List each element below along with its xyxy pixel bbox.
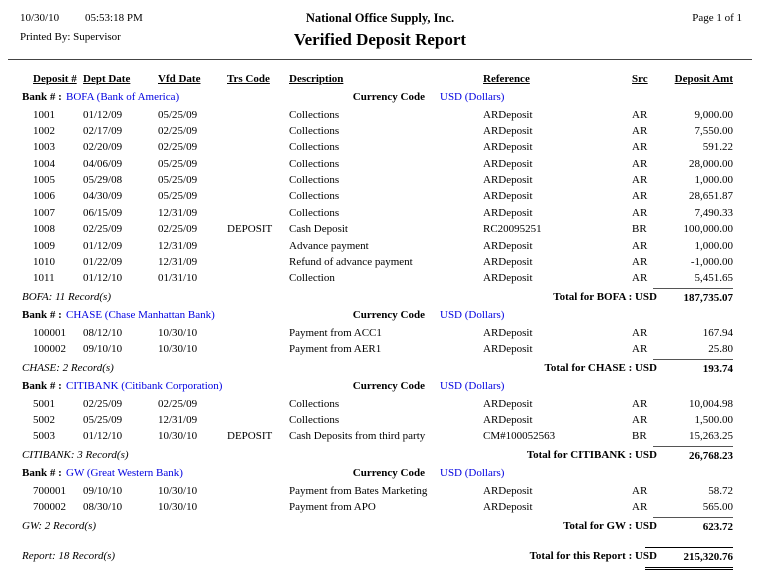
bank-total-label: Total for CHASE : USD <box>544 361 657 374</box>
cell-reference: ARDeposit <box>483 190 533 203</box>
currency-code-value: USD (Dollars) <box>440 309 505 322</box>
cell-vfd-date: 02/25/09 <box>158 223 198 236</box>
header-divider <box>8 59 752 60</box>
cell-deposit-no: 5003 <box>33 430 55 443</box>
cell-deposit-amt: 28,000.00 <box>689 157 733 170</box>
cell-deposit-no: 1009 <box>33 239 55 252</box>
cell-description: Advance payment <box>289 239 369 252</box>
cell-vfd-date: 12/31/09 <box>158 206 198 219</box>
cell-deposit-no: 1004 <box>33 157 55 170</box>
cell-deposit-amt: 9,000.00 <box>694 108 733 121</box>
report-table <box>0 71 760 569</box>
cell-reference: ARDeposit <box>483 343 533 356</box>
cell-reference: ARDeposit <box>483 484 533 497</box>
deposit-row <box>0 107 760 123</box>
cell-description: Collections <box>289 124 340 137</box>
col-header-description: Description <box>289 73 344 85</box>
cell-src: AR <box>632 397 648 410</box>
cell-deposit-amt: 58.72 <box>708 484 733 497</box>
cell-src: AR <box>632 157 648 170</box>
cell-deposit-amt: 167.94 <box>702 326 733 339</box>
cell-description: Collections <box>289 108 340 121</box>
cell-src: AR <box>632 141 648 154</box>
deposit-row <box>0 238 760 254</box>
cell-description: Payment from Bates Marketing <box>289 484 428 497</box>
bank-rows <box>0 107 760 287</box>
deposit-row <box>0 499 760 515</box>
cell-vfd-date: 05/25/09 <box>158 174 198 187</box>
cell-deposit-no: 700001 <box>33 484 66 497</box>
cell-deposit-no: 1011 <box>33 272 55 285</box>
currency-code-label: Currency Code <box>352 309 425 322</box>
cell-description: Cash Deposit <box>289 223 348 236</box>
cell-dept-date: 01/12/09 <box>83 108 123 121</box>
bank-record-count: GW: 2 Record(s) <box>22 519 97 532</box>
cell-dept-date: 05/25/09 <box>83 413 123 426</box>
cell-description: Collections <box>289 141 340 154</box>
cell-dept-date: 05/29/08 <box>83 174 123 187</box>
cell-description: Collections <box>289 413 340 426</box>
bank-rows <box>0 325 760 358</box>
cell-description: Payment from APO <box>289 501 376 514</box>
cell-deposit-no: 100001 <box>33 326 66 339</box>
cell-reference: ARDeposit <box>483 141 533 154</box>
cell-deposit-no: 1001 <box>33 108 55 121</box>
bank-total-label: Total for BOFA : USD <box>553 290 657 303</box>
cell-reference: ARDeposit <box>483 239 533 252</box>
bank-total-row <box>0 288 760 307</box>
cell-src: AR <box>632 272 648 285</box>
cell-vfd-date: 02/25/09 <box>158 124 198 137</box>
cell-deposit-no: 1003 <box>33 141 55 154</box>
cell-deposit-amt: -1,000.00 <box>690 256 733 269</box>
deposit-row <box>0 341 760 357</box>
deposit-row <box>0 254 760 270</box>
currency-code-label: Currency Code <box>352 91 425 103</box>
bank-total-row <box>0 517 760 536</box>
cell-deposit-amt: 1,000.00 <box>694 239 733 252</box>
cell-dept-date: 09/10/10 <box>83 484 123 497</box>
cell-reference: ARDeposit <box>483 206 533 219</box>
deposit-row <box>0 139 760 155</box>
cell-reference: ARDeposit <box>483 326 533 339</box>
bank-rows <box>0 483 760 516</box>
cell-vfd-date: 02/25/09 <box>158 141 198 154</box>
cell-dept-date: 02/17/09 <box>83 124 123 137</box>
cell-vfd-date: 12/31/09 <box>158 239 198 252</box>
cell-src: AR <box>632 256 648 269</box>
cell-deposit-amt: 1,000.00 <box>694 174 733 187</box>
cell-reference: ARDeposit <box>483 256 533 269</box>
deposit-row <box>0 156 760 172</box>
col-header-trs-code: Trs Code <box>227 73 270 85</box>
bank-total-amount: 187,735.07 <box>653 288 733 308</box>
cell-reference: ARDeposit <box>483 413 533 426</box>
cell-vfd-date: 05/25/09 <box>158 190 198 203</box>
currency-code-label: Currency Code <box>352 467 425 480</box>
cell-dept-date: 01/12/10 <box>83 430 123 443</box>
cell-dept-date: 06/15/09 <box>83 206 123 219</box>
printed-by: Printed By: Supervisor <box>20 31 121 43</box>
bank-name: CHASE (Chase Manhattan Bank) <box>66 309 215 322</box>
cell-src: AR <box>632 124 648 137</box>
cell-deposit-no: 1010 <box>33 256 55 269</box>
cell-dept-date: 04/30/09 <box>83 190 123 203</box>
cell-deposit-amt: 5,451.65 <box>694 272 733 285</box>
cell-description: Collections <box>289 190 340 203</box>
report-total-label: Total for this Report : USD <box>529 550 657 563</box>
currency-code-value: USD (Dollars) <box>440 467 505 480</box>
bank-total-row <box>0 446 760 465</box>
cell-vfd-date: 05/25/09 <box>158 108 198 121</box>
bank-header-row <box>0 307 760 325</box>
deposit-row <box>0 396 760 412</box>
cell-vfd-date: 12/31/09 <box>158 413 198 426</box>
cell-deposit-no: 1006 <box>33 190 55 203</box>
col-header-src: Src <box>632 73 648 85</box>
currency-code-label: Currency Code <box>352 380 425 393</box>
cell-description: Collection <box>289 272 335 285</box>
page-number: Page 1 of 1 <box>692 12 742 24</box>
cell-dept-date: 08/30/10 <box>83 501 123 514</box>
bank-number-label: Bank # : <box>22 467 62 480</box>
cell-dept-date: 02/25/09 <box>83 397 123 410</box>
company-name: National Office Supply, Inc. <box>305 11 455 25</box>
cell-deposit-amt: 28,651.87 <box>689 190 733 203</box>
cell-vfd-date: 10/30/10 <box>158 430 198 443</box>
cell-description: Collections <box>289 157 340 170</box>
deposit-row <box>0 221 760 237</box>
cell-dept-date: 01/12/10 <box>83 272 123 285</box>
cell-deposit-amt: 7,490.33 <box>694 206 733 219</box>
deposit-row <box>0 205 760 221</box>
cell-description: Collections <box>289 206 340 219</box>
cell-description: Payment from AER1 <box>289 343 382 356</box>
currency-code-value: USD (Dollars) <box>440 91 505 103</box>
deposit-row <box>0 270 760 286</box>
cell-vfd-date: 05/25/09 <box>158 157 198 170</box>
cell-deposit-no: 1002 <box>33 124 55 137</box>
cell-description: Collections <box>289 397 340 410</box>
cell-src: AR <box>632 413 648 426</box>
cell-src: AR <box>632 190 648 203</box>
cell-src: AR <box>632 174 648 187</box>
bank-section <box>0 465 760 535</box>
bank-header-row <box>0 89 760 107</box>
cell-src: AR <box>632 108 648 121</box>
cell-deposit-no: 1005 <box>33 174 55 187</box>
cell-trs-code: DEPOSIT <box>227 223 273 236</box>
cell-deposit-no: 5002 <box>33 413 55 426</box>
cell-src: AR <box>632 343 648 356</box>
bank-header-row <box>0 378 760 396</box>
bank-name: BOFA (Bank of America) <box>66 91 180 103</box>
cell-vfd-date: 10/30/10 <box>158 484 198 497</box>
cell-deposit-no: 1008 <box>33 223 55 236</box>
bank-name: CITIBANK (Citibank Corporation) <box>66 380 223 393</box>
col-header-vfd-date: Vfd Date <box>158 73 201 85</box>
col-header-deposit-no: Deposit # <box>33 73 77 85</box>
cell-deposit-amt: 25.80 <box>708 343 733 356</box>
column-header-row <box>0 71 760 88</box>
cell-deposit-amt: 100,000.00 <box>683 223 733 236</box>
cell-src: AR <box>632 484 648 497</box>
report-title: Verified Deposit Report <box>293 30 467 49</box>
deposit-row <box>0 483 760 499</box>
cell-dept-date: 02/25/09 <box>83 223 123 236</box>
cell-src: AR <box>632 501 648 514</box>
cell-dept-date: 08/12/10 <box>83 326 123 339</box>
cell-src: BR <box>632 430 647 443</box>
cell-reference: RC20095251 <box>483 223 542 236</box>
bank-number-label: Bank # : <box>22 309 62 322</box>
cell-deposit-no: 5001 <box>33 397 55 410</box>
deposit-row <box>0 428 760 444</box>
col-header-reference: Reference <box>483 73 530 85</box>
cell-description: Payment from ACC1 <box>289 326 382 339</box>
cell-deposit-no: 700002 <box>33 501 66 514</box>
cell-dept-date: 09/10/10 <box>83 343 123 356</box>
cell-reference: ARDeposit <box>483 108 533 121</box>
bank-record-count: BOFA: 11 Record(s) <box>22 290 111 303</box>
bank-total-amount: 193.74 <box>653 359 733 379</box>
cell-src: AR <box>632 239 648 252</box>
cell-deposit-amt: 10,004.98 <box>689 397 733 410</box>
bank-total-amount: 623.72 <box>653 517 733 537</box>
report-sections <box>0 89 760 535</box>
bank-section <box>0 307 760 377</box>
bank-record-count: CHASE: 2 Record(s) <box>22 361 114 374</box>
cell-reference: ARDeposit <box>483 272 533 285</box>
bank-rows <box>0 396 760 445</box>
cell-description: Cash Deposits from third party <box>289 430 426 443</box>
bank-total-row <box>0 359 760 378</box>
cell-deposit-amt: 15,263.25 <box>689 430 733 443</box>
deposit-row <box>0 188 760 204</box>
cell-vfd-date: 01/31/10 <box>158 272 198 285</box>
deposit-row <box>0 123 760 139</box>
bank-total-label: Total for GW : USD <box>563 519 657 532</box>
cell-deposit-amt: 1,500.00 <box>694 413 733 426</box>
bank-name: GW (Great Western Bank) <box>66 467 183 480</box>
deposit-row <box>0 325 760 341</box>
cell-reference: CM#100052563 <box>483 430 556 443</box>
cell-reference: ARDeposit <box>483 124 533 137</box>
bank-section <box>0 378 760 464</box>
cell-dept-date: 02/20/09 <box>83 141 123 154</box>
print-date: 10/30/10 <box>20 12 60 24</box>
bank-record-count: CITIBANK: 3 Record(s) <box>22 448 129 461</box>
cell-deposit-no: 1007 <box>33 206 55 219</box>
bank-number-label: Bank # : <box>22 91 62 103</box>
cell-vfd-date: 10/30/10 <box>158 343 198 356</box>
cell-reference: ARDeposit <box>483 501 533 514</box>
cell-dept-date: 04/06/09 <box>83 157 123 170</box>
cell-vfd-date: 10/30/10 <box>158 501 198 514</box>
cell-deposit-no: 100002 <box>33 343 66 356</box>
cell-deposit-amt: 7,550.00 <box>694 124 733 137</box>
cell-vfd-date: 12/31/09 <box>158 256 198 269</box>
print-time: 05:53:18 PM <box>85 12 143 24</box>
cell-src: AR <box>632 206 648 219</box>
cell-reference: ARDeposit <box>483 174 533 187</box>
cell-src: AR <box>632 326 648 339</box>
cell-vfd-date: 02/25/09 <box>158 397 198 410</box>
cell-description: Collections <box>289 174 340 187</box>
currency-code-value: USD (Dollars) <box>440 380 505 393</box>
cell-deposit-amt: 565.00 <box>702 501 733 514</box>
bank-header-row <box>0 465 760 483</box>
bank-section <box>0 89 760 306</box>
bank-total-label: Total for CITIBANK : USD <box>526 448 657 461</box>
col-header-dept-date: Dept Date <box>83 73 131 85</box>
bank-total-amount: 26,768.23 <box>653 446 733 466</box>
deposit-row <box>0 412 760 428</box>
cell-dept-date: 01/12/09 <box>83 239 123 252</box>
cell-src: BR <box>632 223 647 236</box>
cell-vfd-date: 10/30/10 <box>158 326 198 339</box>
cell-reference: ARDeposit <box>483 157 533 170</box>
report-total-amount: 215,320.76 <box>645 547 733 570</box>
cell-description: Refund of advance payment <box>289 256 413 269</box>
deposit-row <box>0 172 760 188</box>
cell-deposit-amt: 591.22 <box>702 141 733 154</box>
cell-dept-date: 01/22/09 <box>83 256 123 269</box>
col-header-deposit-amt: Deposit Amt <box>674 73 733 85</box>
cell-trs-code: DEPOSIT <box>227 430 273 443</box>
report-footer-row <box>0 547 760 569</box>
cell-reference: ARDeposit <box>483 397 533 410</box>
bank-number-label: Bank # : <box>22 380 62 393</box>
report-record-count: Report: 18 Record(s) <box>22 550 116 563</box>
